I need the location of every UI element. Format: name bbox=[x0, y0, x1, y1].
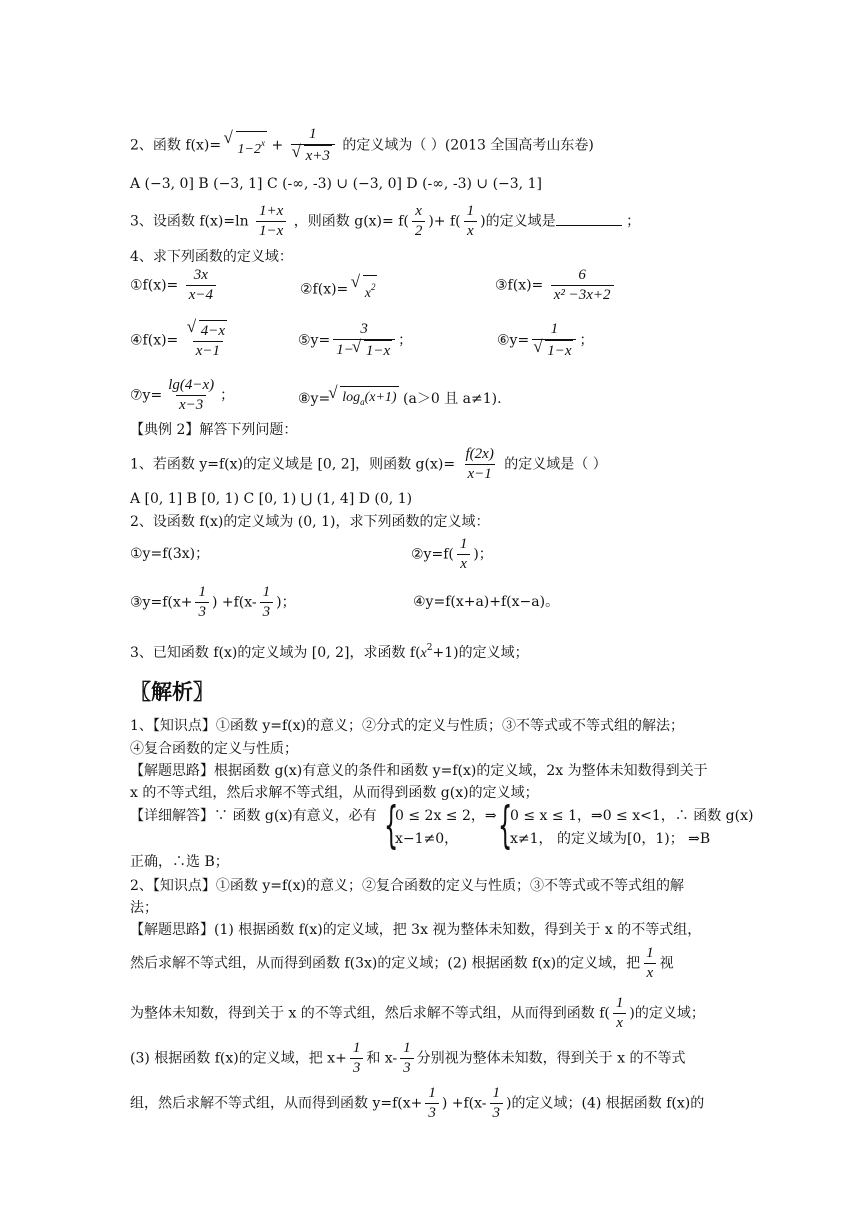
fraction bbox=[291, 125, 335, 166]
line-text: )的定义域；(4) 根据函数 f(x)的 bbox=[506, 1095, 705, 1112]
denominator: 2 bbox=[412, 221, 426, 241]
problem-4-title: 4、求下列函数的定义域： bbox=[130, 249, 293, 265]
analysis-1-line-6: 正确，∴选 B； bbox=[130, 854, 229, 870]
denominator: x−3 bbox=[176, 395, 206, 415]
numerator: 1+x bbox=[259, 203, 284, 219]
denominator: x−1 bbox=[465, 464, 495, 484]
denominator: 3 bbox=[400, 1058, 414, 1078]
fraction bbox=[186, 320, 230, 361]
radicand: x+3 bbox=[304, 145, 332, 166]
analysis-2-line-5 bbox=[130, 994, 705, 1033]
analysis-2-line-7 bbox=[130, 1084, 704, 1123]
brace-left-1: { bbox=[384, 796, 399, 854]
denominator bbox=[333, 339, 395, 361]
item-label: ①f(x)= bbox=[130, 277, 179, 294]
analysis-2-line-2: 法； bbox=[130, 900, 158, 916]
denominator: x bbox=[644, 963, 657, 983]
example-2-q1-options: A [0, 1] B [0, 1) C [0, 1) ⋃ (1, 4] D (0, 1) bbox=[130, 491, 413, 507]
problem-3-text: )+ f( bbox=[428, 213, 461, 230]
line-text: 组，然后求解不等式组，从而得到函数 y=f(x+ bbox=[130, 1095, 423, 1112]
problem-2-suffix: 的定义域为（ ）(2013 全国高考山东卷) bbox=[342, 137, 594, 154]
q1-suffix: 的定义域是（ ） bbox=[504, 456, 607, 473]
item-label: ③f(x)= bbox=[495, 277, 544, 294]
line-text: 和 x- bbox=[366, 1050, 398, 1067]
numerator: 1 bbox=[492, 1085, 501, 1101]
line-text: )的定义域； bbox=[629, 1005, 705, 1022]
numerator: 1 bbox=[309, 126, 317, 142]
item-label: ④f(x)= bbox=[130, 332, 179, 349]
item-label: ⑧y= bbox=[298, 391, 331, 407]
problem-4-item-7 bbox=[130, 376, 234, 415]
item-suffix: )； bbox=[473, 546, 493, 563]
numerator: 1 bbox=[198, 584, 206, 600]
numerator: 1 bbox=[428, 1085, 436, 1101]
example-2-q3 bbox=[130, 638, 529, 664]
example-2-q2-title: 2、设函数 f(x)的定义域为 (0, 1)，求下列函数的定义域： bbox=[130, 514, 490, 530]
numerator: 1 bbox=[550, 321, 559, 337]
fraction bbox=[412, 202, 426, 241]
fraction bbox=[457, 535, 471, 574]
item-suffix: )； bbox=[276, 594, 296, 611]
fraction bbox=[464, 202, 478, 241]
line-text: (3) 根据函数 f(x)的定义域，把 x+ bbox=[130, 1050, 347, 1067]
fraction bbox=[490, 1084, 504, 1123]
item-label: ②f(x)= bbox=[300, 281, 349, 298]
fraction bbox=[186, 266, 216, 305]
fraction bbox=[256, 202, 286, 241]
problem-2-line bbox=[130, 125, 594, 166]
item-end: (a＞0 且 a≠1). bbox=[403, 391, 502, 407]
denominator: x bbox=[457, 554, 470, 574]
analysis-2-line-1: 2、【知识点】①函数 y=f(x)的意义；②复合函数的定义与性质；③不等式或不等式组的解 bbox=[130, 878, 684, 894]
denominator: 3 bbox=[195, 602, 209, 622]
fraction bbox=[165, 376, 217, 415]
line-text: 为整体未知数，得到关于 x 的不等式组，然后求解不等式组，从而得到函数 f( bbox=[130, 1005, 610, 1022]
sqrt-expression bbox=[294, 145, 332, 166]
numerator: 1 bbox=[615, 995, 624, 1011]
item-middle: ) +f(x- bbox=[211, 594, 257, 611]
analysis-1-detail: 【详细解答】∵ 函数 g(x)有意义，必有 bbox=[130, 808, 377, 824]
radicand: 1−x bbox=[364, 340, 392, 361]
numerator: 1 bbox=[403, 1040, 411, 1056]
problem-2-options: A (−3, 0] B (−3, 1] C (-∞, -3) ∪ (−3, 0] D (-∞, -3) ∪ (−3, 1] bbox=[130, 176, 542, 192]
problem-3-line bbox=[130, 202, 640, 241]
problem-4-item-3 bbox=[495, 266, 617, 305]
line-text: 视 bbox=[659, 955, 674, 972]
q3-suffix: +1)的定义域； bbox=[432, 645, 529, 661]
line-text: ) +f(x- bbox=[441, 1095, 487, 1112]
numerator: 1 bbox=[352, 1040, 361, 1056]
problem-4-item-8 bbox=[298, 386, 502, 412]
q1-prefix: 1、若函数 y=f(x)的定义域是 [0, 2]，则函数 g(x)= bbox=[130, 456, 456, 473]
sqrt-expression bbox=[189, 320, 227, 341]
denominator: 3 bbox=[260, 602, 274, 622]
sqrt-expression bbox=[535, 340, 573, 361]
denominator: 3 bbox=[350, 1058, 364, 1078]
fraction bbox=[551, 266, 614, 305]
exponent: x bbox=[261, 138, 265, 148]
problem-2-prefix: 2、函数 f(x)= bbox=[130, 137, 222, 154]
answer-blank bbox=[556, 211, 622, 226]
line-text: 分别视为整体未知数，得到关于 x 的不等式 bbox=[416, 1050, 686, 1067]
denominator bbox=[532, 339, 576, 361]
item-label: ⑥y= bbox=[497, 332, 530, 349]
fraction bbox=[425, 1084, 439, 1123]
fraction bbox=[350, 1039, 364, 1078]
example-2-title: 【典例 2】解答下列问题： bbox=[130, 422, 298, 438]
sqrt-expression bbox=[330, 386, 398, 412]
denominator-text: 1− bbox=[336, 341, 354, 358]
denominator: x² −3x+2 bbox=[551, 285, 614, 305]
example-2-q2-item-2 bbox=[411, 535, 493, 574]
numerator: 3 bbox=[360, 321, 368, 337]
radicand: x bbox=[364, 286, 371, 301]
denominator: x bbox=[464, 221, 477, 241]
analysis-2-line-3: 【解题思路】(1) 根据函数 f(x)的定义域，把 3x 视为整体未知数，得到关于 x 的不等式组， bbox=[130, 922, 702, 938]
denominator: x bbox=[613, 1013, 626, 1033]
denominator: x−1 bbox=[193, 341, 223, 361]
numerator: 1 bbox=[459, 536, 468, 552]
sqrt-expression bbox=[353, 275, 378, 304]
radicand: 4−x bbox=[199, 320, 227, 341]
analysis-1-line-2: ④复合函数的定义与性质； bbox=[130, 741, 298, 757]
problem-3-prefix: 3、设函数 f(x)=ln bbox=[130, 213, 249, 230]
denominator: 3 bbox=[490, 1103, 504, 1123]
analysis-2-line-6 bbox=[130, 1039, 685, 1078]
fraction bbox=[400, 1039, 414, 1078]
example-2-q2-item-4: ④y=f(x+a)+f(x−a)。 bbox=[413, 594, 560, 610]
sqrt-expression bbox=[354, 340, 392, 361]
problem-4-item-6 bbox=[497, 320, 593, 361]
problem-3-end: ； bbox=[626, 213, 641, 230]
sqrt-expression bbox=[226, 131, 267, 160]
analysis-heading: 〖解析〗 bbox=[130, 680, 214, 704]
exponent: 2 bbox=[426, 643, 433, 653]
analysis-2-line-4 bbox=[130, 944, 674, 983]
line-text: 然后求解不等式组，从而得到函数 f(3x)的定义域；(2) 根据函数 f(x)的定义域，把 bbox=[130, 955, 641, 972]
fraction bbox=[643, 944, 657, 983]
numerator: 1 bbox=[646, 945, 654, 961]
problem-3-text: ，则函数 g(x)= f( bbox=[293, 213, 409, 230]
analysis-1-line-3: 【解题思路】根据函数 g(x)有意义的条件和函数 y=f(x)的定义域，2x 为整体未知数得到关于 bbox=[130, 763, 708, 779]
denominator bbox=[291, 144, 335, 166]
radicand-log: log bbox=[342, 390, 361, 405]
fraction bbox=[260, 583, 274, 622]
variable: x bbox=[420, 646, 427, 661]
numerator: 3x bbox=[193, 267, 208, 283]
item-end: ； bbox=[579, 332, 594, 349]
radicand-arg: (x+1) bbox=[364, 390, 397, 405]
example-2-q1 bbox=[130, 445, 607, 484]
problem-4-item-2 bbox=[300, 275, 377, 304]
q3-prefix: 3、已知函数 f(x)的定义域为 [0, 2]，求函数 f( bbox=[130, 645, 421, 661]
analysis-1-line-1: 1、【知识点】①函数 y=f(x)的意义；②分式的定义与性质；③不等式或不等式组的解法； bbox=[130, 718, 684, 734]
radicand: 1−2 bbox=[237, 142, 261, 157]
item-end: ； bbox=[398, 332, 413, 349]
item-end: ； bbox=[220, 387, 235, 404]
example-2-q2-item-1: ①y=f(3x)； bbox=[130, 546, 210, 562]
fraction bbox=[613, 994, 627, 1033]
fraction bbox=[463, 445, 497, 484]
brace-left-2: { bbox=[498, 796, 513, 854]
fraction bbox=[532, 320, 576, 361]
numerator: 1 bbox=[466, 203, 475, 219]
denominator: 3 bbox=[425, 1103, 439, 1123]
system-1-bottom: x−1≠0， bbox=[395, 831, 459, 847]
item-prefix: ②y=f( bbox=[411, 546, 454, 563]
numerator: f(2x) bbox=[465, 446, 494, 462]
analysis-1-line-4: x 的不等式组，然后求解不等式组，从而得到函数 g(x)的定义域； bbox=[130, 785, 539, 801]
system-2-bottom: x≠1， 的定义域为[0，1)； ⇒B bbox=[510, 831, 711, 847]
numerator: lg(4−x) bbox=[168, 377, 215, 393]
system-2-top: 0 ≤ x ≤ 1，⇒0 ≤ x<1，∴ 函数 g(x) bbox=[510, 808, 754, 824]
subscript: a bbox=[360, 397, 365, 407]
numerator: x bbox=[415, 203, 422, 219]
problem-4-item-5 bbox=[298, 320, 412, 361]
problem-4-item-1 bbox=[130, 266, 219, 305]
radicand: 1−x bbox=[545, 340, 573, 361]
item-label: ⑤y= bbox=[298, 332, 331, 349]
exponent: 2 bbox=[370, 282, 376, 292]
fraction bbox=[195, 583, 209, 622]
plus-sign: + bbox=[271, 137, 284, 154]
fraction bbox=[333, 320, 395, 361]
numerator: 6 bbox=[578, 267, 586, 283]
numerator: 1 bbox=[262, 584, 271, 600]
numerator bbox=[186, 320, 230, 341]
denominator: x−4 bbox=[186, 285, 216, 305]
item-prefix: ③y=f(x+ bbox=[130, 594, 193, 611]
denominator: 1−x bbox=[256, 221, 286, 241]
system-1-top: 0 ≤ 2x ≤ 2，⇒ bbox=[395, 808, 497, 824]
problem-4-item-4 bbox=[130, 320, 233, 361]
problem-3-text: )的定义域是 bbox=[480, 213, 556, 230]
item-label: ⑦y= bbox=[130, 387, 163, 404]
example-2-q2-item-3 bbox=[130, 583, 296, 622]
